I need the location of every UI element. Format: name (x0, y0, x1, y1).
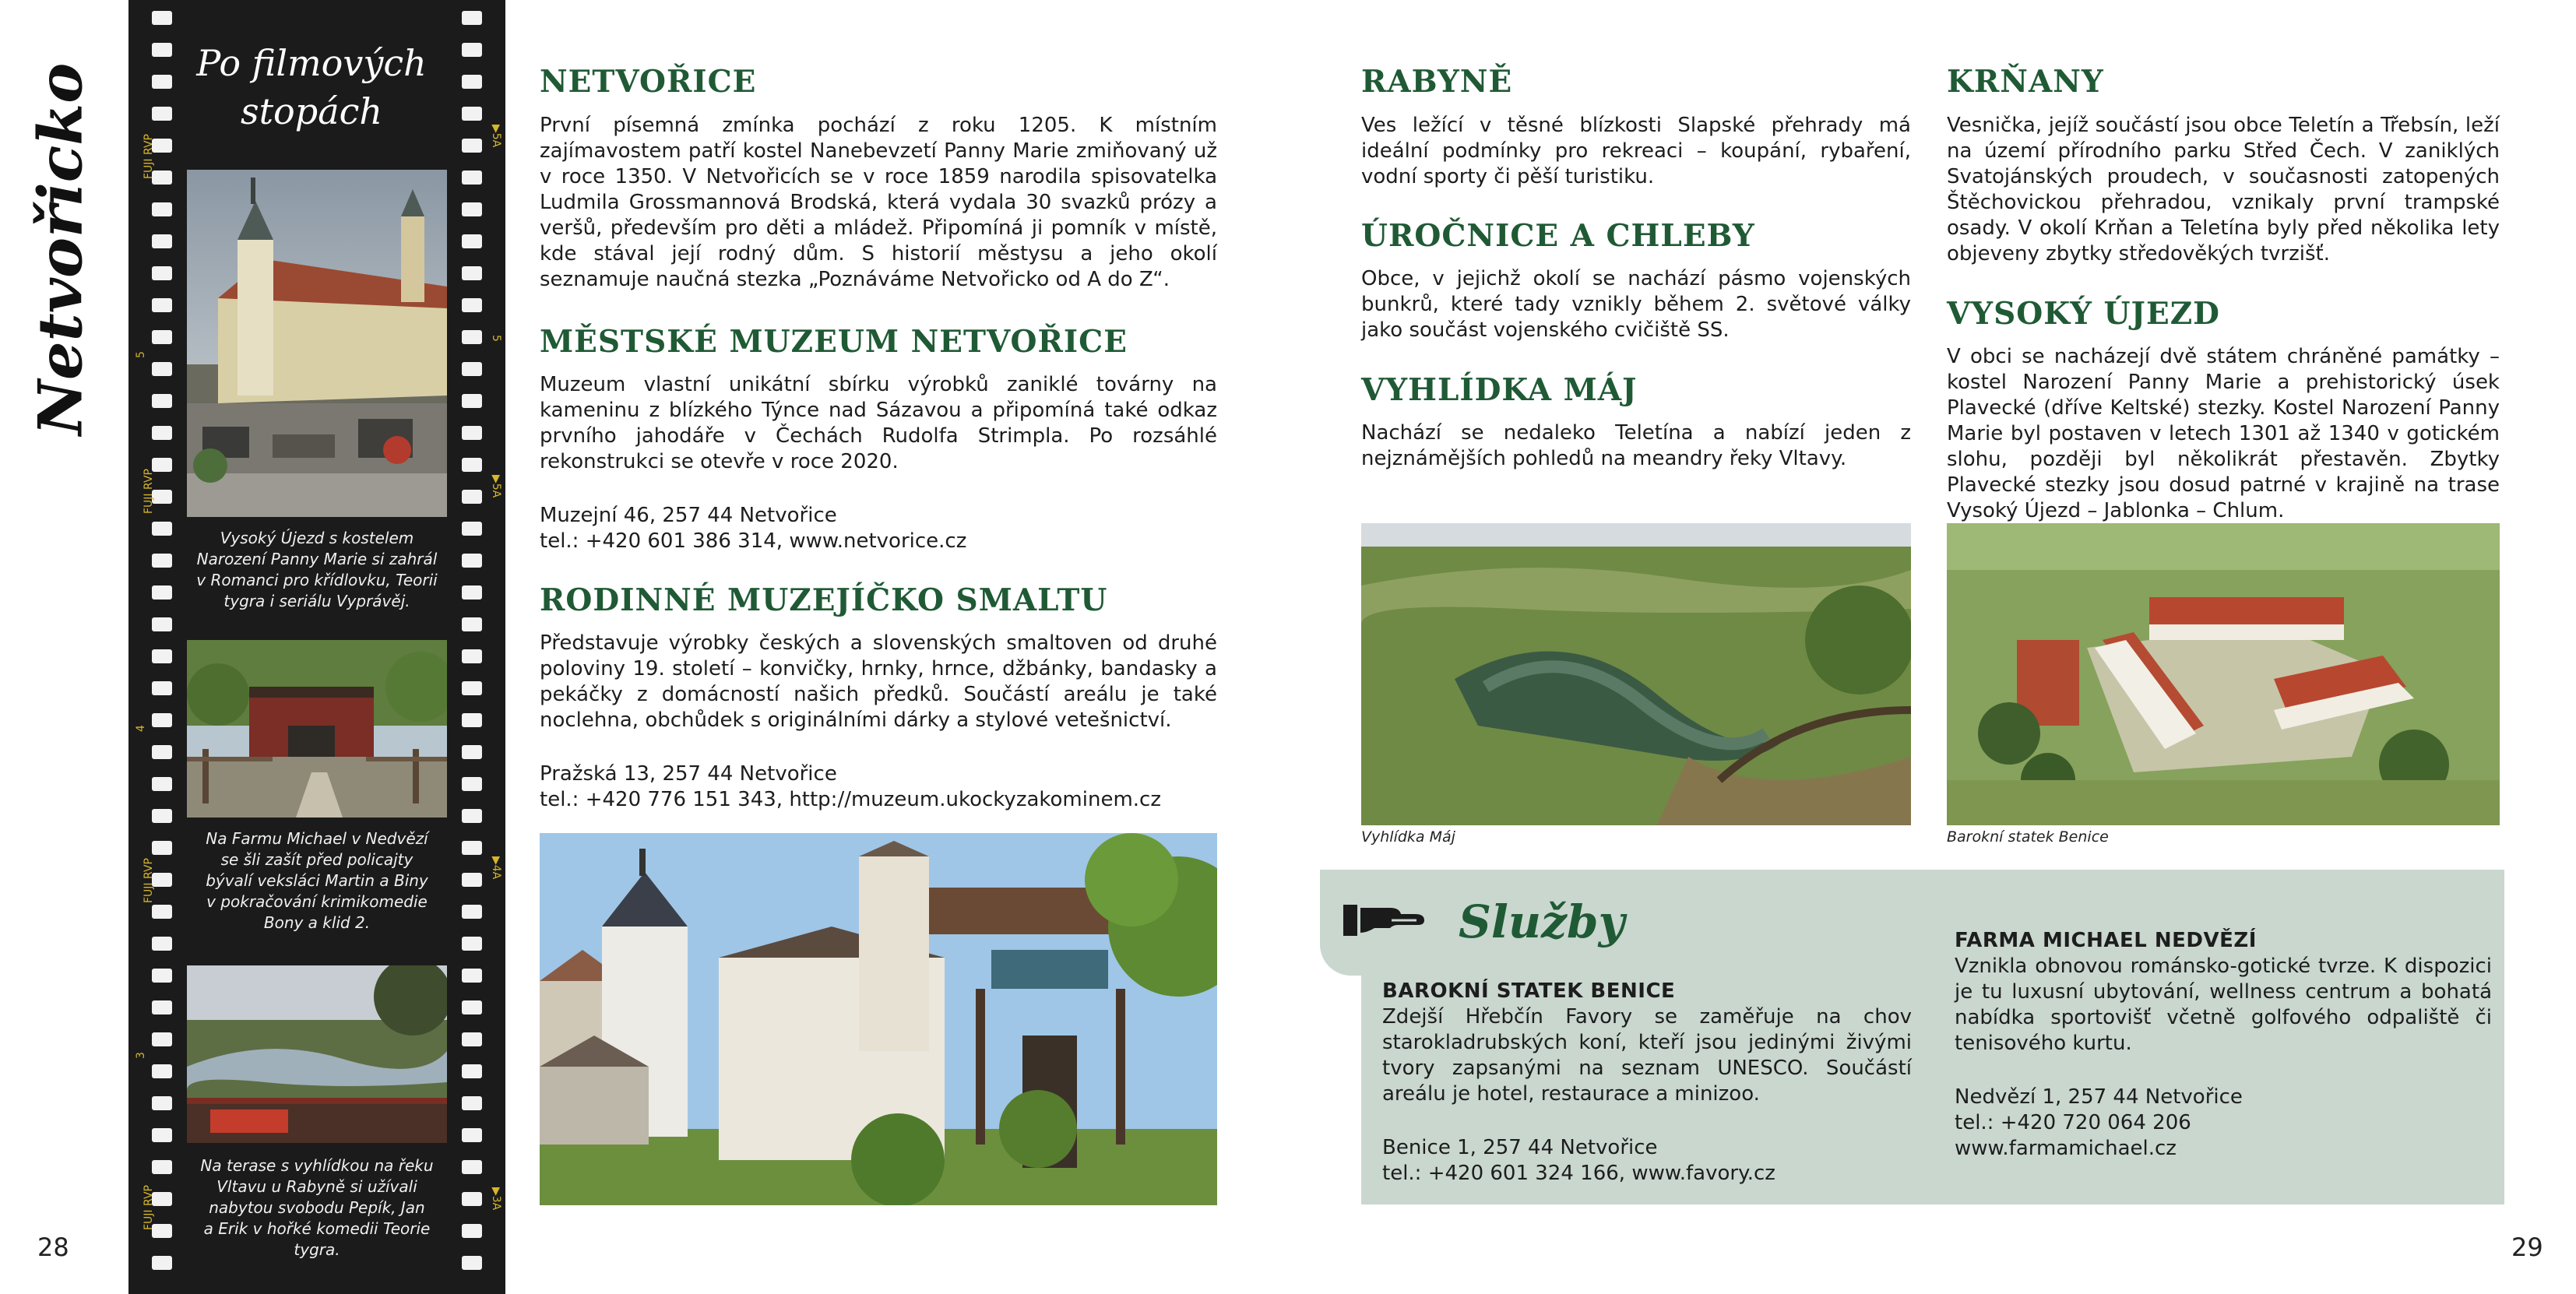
text-farma-michael: Vznikla obnovou románsko-gotické tvrze. K dispozici je tu luxusní ubytování, wellness centrum a bohatá nabídka sportovišť včetně golfového odpaliště či tenisového kurtu. (1955, 955, 2492, 1055)
film-perforation (152, 809, 172, 823)
film-perforation (462, 1192, 482, 1206)
film-perforation (462, 1032, 482, 1046)
text-krnany: Vesnička, jejíž součástí jsou obce Teletín a Třebsín, leží na území přírodního parku Střed Čech. V zaniklých Svatojánských proudech, v současnosti zatopených Štěchovickou přehradou, vznikaly první trampské osady. V okolí Krňan a Teletína byly před několika lety objeveny zbytky středověkých tvrzišť. (1947, 114, 2500, 265)
heading-krnany: KRŇANY (1947, 64, 2104, 100)
film-perforation (462, 1064, 482, 1078)
text-mestske-muzeum: Muzeum vlastní unikátní sbírku výrobků zaniklé továrny na kameninu z blízkého Týnce nad Sázavou a připomíná také odkaz prvního jahodáře v Čechách Rudolfa Strimpla. Po rozsáhlé rekonstrukci se otevře v roce 2020. (540, 373, 1217, 473)
text-urocnice: Obce, v jejichž okolí se nachází pásmo vojenských bunkrů, které tady vznikly během 2. světové války jako součást vojenského cvičiště SS. (1361, 267, 1911, 342)
film-perforation (462, 617, 482, 631)
film-caption-2: Na Farmu Michael v Nedvězí se šli zašít před policajty bývalí veksláci Martin a Biny v pokračování krimikomedie Bony a klid 2. (206, 829, 428, 932)
film-perforation (152, 969, 172, 983)
film-frame-mark: 5 (490, 335, 502, 342)
film-perforation (152, 362, 172, 376)
film-perforation (152, 1096, 172, 1110)
film-perforation (152, 937, 172, 951)
film-perforation (152, 1256, 172, 1270)
contact-mestske-muzeum: tel.: +420 601 386 314, www.netvorice.cz (540, 529, 967, 553)
film-perforation (152, 681, 172, 695)
film-perforation (462, 969, 482, 983)
film-perforation (462, 107, 482, 121)
heading-vyhlidka-maj: VYHLÍDKA MÁJ (1361, 372, 1638, 408)
film-frame-mark: 3 (135, 1052, 147, 1059)
film-perforation (462, 139, 482, 153)
film-perforation (152, 585, 172, 600)
heading-vysoky-ujezd: VYSOKÝ ÚJEZD (1947, 296, 2220, 332)
page-number-left: 28 (37, 1232, 69, 1262)
text-muzejicko-smaltu: Představuje výrobky českých a slovenských smaltoven od druhé poloviny 19. století – konvičky, hrnky, hrnce, džbánky, bandasky a pekáčky z domácností našich předků. Součástí areálu je také noclehna, obchůdek s originálními dárky a stylové vetešnictví. (540, 631, 1217, 732)
services-title: Služby (1459, 895, 1625, 948)
heading-rabyne: RABYNĚ (1361, 64, 1513, 100)
web-farma-michael: www.farmamichael.cz (1955, 1137, 2177, 1160)
film-perforation (462, 873, 482, 887)
film-perforation (462, 681, 482, 695)
film-perforation (462, 554, 482, 568)
film-perforation (462, 777, 482, 791)
film-perforation (462, 298, 482, 312)
film-perforation (152, 777, 172, 791)
film-perforation (152, 1160, 172, 1174)
vertical-title: Netvořicko (25, 62, 97, 436)
film-perforation (462, 330, 482, 344)
film-perforation (152, 202, 172, 216)
film-perforation (152, 1000, 172, 1014)
film-perforation (152, 905, 172, 919)
film-perforation (462, 234, 482, 248)
film-perforation (152, 1128, 172, 1142)
heading-urocnice: ÚROČNICE A CHLEBY (1361, 218, 1755, 254)
film-perforation (462, 522, 482, 536)
film-edge-brand: FUJI RVP (143, 858, 155, 903)
film-perforation (152, 522, 172, 536)
film-perforation (152, 1032, 172, 1046)
film-perforation (462, 585, 482, 600)
film-perforation (152, 107, 172, 121)
photo-rabyne-terrace (187, 965, 447, 1143)
film-perforation (462, 745, 482, 759)
film-perforation (462, 75, 482, 89)
film-perforation (462, 458, 482, 472)
film-frame-mark: ▶5A (490, 125, 502, 148)
film-perforation (152, 617, 172, 631)
photo-farma-michael (187, 640, 447, 818)
heading-netvorice: NETVOŘICE (540, 64, 757, 100)
film-perforation (152, 649, 172, 663)
film-perforation (152, 298, 172, 312)
text-vysoky-ujezd: V obci se nacházejí dvě státem chráněné památky – kostel Narození Panny Marie a prehistorický úsek Plavecké (dříve Keltské) stezky. Kostel Narození Panny Marie byl postaven v letech 1301 až 1340 v gotickém slohu, později byl několikrát přestavěn. Zbytky Plavecké stezky jsou dosud patrné v krajině na trase Vysoký Újezd – Jablonka – Chlum. (1947, 345, 2500, 522)
film-perforation (462, 841, 482, 855)
film-perforation (152, 554, 172, 568)
film-perforation (152, 426, 172, 440)
heading-farma-michael: FARMA MICHAEL NEDVĚZÍ (1955, 929, 2257, 952)
film-perforation (462, 1096, 482, 1110)
film-perforation (152, 745, 172, 759)
film-perforation (152, 266, 172, 280)
film-perforation (462, 11, 482, 25)
film-perforation (462, 266, 482, 280)
film-perforation (462, 43, 482, 57)
film-perforation (462, 809, 482, 823)
film-perforation (462, 362, 482, 376)
film-perforation (462, 202, 482, 216)
address-farma-michael: Nedvězí 1, 257 44 Netvořice (1955, 1085, 2243, 1109)
phone-farma-michael: tel.: +420 720 064 206 (1955, 1111, 2191, 1134)
film-edge-brand: FUJI RVP (143, 134, 155, 179)
film-perforation (152, 841, 172, 855)
film-caption-3: Na terase s vyhlídkou na řeku Vltavu u Rabyně si užívali nabytou svobodu Pepík, Jan a Erik v hořké komedii Teorie tygra. (200, 1156, 434, 1259)
film-perforation (462, 905, 482, 919)
heading-baroknistatek-benice: BAROKNÍ STATEK BENICE (1382, 979, 1676, 1003)
page-number-right: 29 (2511, 1232, 2543, 1262)
heading-muzejicko-smaltu: RODINNÉ MUZEJÍČKO SMALTU (540, 582, 1108, 618)
caption-vyhlidka-maj: Vyhlídka Máj (1361, 828, 1455, 846)
film-perforation (152, 330, 172, 344)
film-perforation (462, 1160, 482, 1174)
photo-vysoky-ujezd-church (187, 170, 447, 517)
film-perforation (462, 1224, 482, 1238)
film-perforation (462, 1128, 482, 1142)
film-perforation (152, 713, 172, 727)
film-frame-mark: 4 (135, 725, 147, 732)
text-vyhlidka-maj: Nachází se nedaleko Teletína a nabízí jeden z nejznámějších pohledů na meandry řeky Vltavy. (1361, 421, 1911, 470)
text-rabyne: Ves ležící v těsné blízkosti Slapské přehrady má ideální podmínky pro rekreaci – koupání, rybaření, vodní sporty či pěší turistiku. (1361, 114, 1911, 188)
photo-vyhlidka-maj (1361, 523, 1911, 825)
film-perforations-right (462, 0, 482, 1294)
film-frame-mark: ▶4A (490, 856, 502, 880)
address-mestske-muzeum: Muzejní 46, 257 44 Netvořice (540, 504, 837, 527)
contact-baroknistatek-benice: tel.: +420 601 324 166, www.favory.cz (1382, 1162, 1775, 1185)
hand-icon (1343, 897, 1437, 944)
film-perforation (152, 1064, 172, 1078)
film-perforation (152, 234, 172, 248)
contact-muzejicko-smaltu: tel.: +420 776 151 343, http://muzeum.ukockyzakominem.cz (540, 788, 1161, 811)
caption-statek-benice: Barokní statek Benice (1947, 828, 2109, 846)
film-edge-brand: FUJI RVP (143, 1185, 155, 1230)
film-caption-1: Vysoký Újezd s kostelem Narození Panny Marie si zahrál v Romanci pro křídlovku, Teorii tygra i seriálu Vyprávěj. (196, 529, 438, 610)
photo-muzejicko-smaltu (540, 833, 1217, 1205)
film-perforation (462, 394, 482, 408)
film-perforation (462, 426, 482, 440)
film-perforation (152, 11, 172, 25)
film-perforation (462, 171, 482, 185)
text-netvorice: První písemná zmínka pochází z roku 1205. K místním zajímavostem patří kostel Nanebevzetí Panny Marie zmiňovaný už v roce 1350. V Netvořicích se v roce 1859 narodila spisovatelka Ludmila Grossmannová Brodská, která vydala 30 svazků prózy a veršů, především pro děti a mládež. Připomíná ji pomník v místě, kde stával její rodný dům. S historií městysu a jeho okolí seznamuje naučná stezka „Poznáváme Netvořicko od A do Z“. (540, 114, 1217, 291)
film-perforation (462, 1000, 482, 1014)
text-baroknistatek-benice: Zdejší Hřebčín Favory se zaměřuje na chov starokladrubských koní, kteří jsou jedinými živými tvory zapsanými na seznam UNESCO. Součástí areálu je hotel, restaurace a minizoo. (1382, 1005, 1912, 1106)
film-frame-mark: 5 (135, 351, 147, 358)
film-frame-mark: ▶3A (490, 1187, 502, 1211)
film-perforation (462, 713, 482, 727)
film-edge-brand: FUJI RVP (143, 469, 155, 514)
film-perforation (462, 490, 482, 504)
film-perforation (152, 75, 172, 89)
film-title: Po filmových stopách (196, 42, 427, 132)
film-perforations-left (152, 0, 172, 1294)
film-perforation (152, 43, 172, 57)
film-perforation (462, 649, 482, 663)
film-strip (128, 0, 505, 1294)
heading-mestske-muzeum: MĚSTSKÉ MUZEUM NETVOŘICE (540, 324, 1128, 360)
film-perforation (462, 1256, 482, 1270)
photo-statek-benice (1947, 523, 2500, 825)
film-frame-mark: ▶5A (490, 475, 502, 498)
address-muzejicko-smaltu: Pražská 13, 257 44 Netvořice (540, 762, 837, 786)
address-baroknistatek-benice: Benice 1, 257 44 Netvořice (1382, 1136, 1658, 1159)
film-perforation (462, 937, 482, 951)
film-perforation (152, 394, 172, 408)
